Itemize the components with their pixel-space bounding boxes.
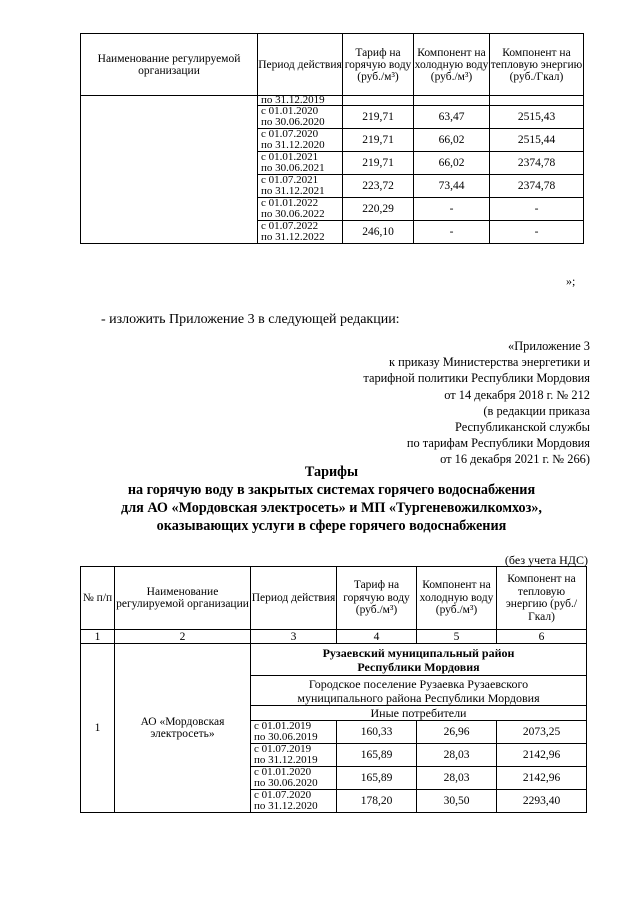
tariff-cell bbox=[337, 721, 417, 744]
cold-cell-text: - bbox=[449, 226, 454, 238]
cold-cell-text: 63,47 bbox=[438, 111, 465, 123]
cold-cell bbox=[417, 767, 497, 790]
column-number: 6 bbox=[497, 630, 587, 644]
tariff-cell-text: 246,10 bbox=[362, 226, 394, 238]
top-tariff-table bbox=[80, 33, 584, 244]
period-cell-text: по 31.12.2019 bbox=[254, 754, 318, 766]
settlement-line: муниципального района Республики Мордовия bbox=[297, 690, 540, 705]
thermal-cell-text: 2142,96 bbox=[522, 772, 561, 784]
cold-cell-text: - bbox=[449, 203, 454, 215]
period-cell bbox=[251, 790, 337, 813]
header-period: Период действия bbox=[251, 567, 337, 630]
thermal-cell bbox=[497, 790, 587, 813]
cold-cell-text: 66,02 bbox=[438, 157, 465, 169]
header-num: № п/п bbox=[81, 567, 115, 630]
annex-line: от 14 декабря 2018 г. № 212 bbox=[444, 387, 590, 402]
main-tariff-table bbox=[80, 566, 587, 813]
annex-line: (в редакции приказа bbox=[483, 403, 590, 418]
district-line: Рузаевский муниципальный район bbox=[322, 645, 515, 660]
instruction-text: - изложить Приложение 3 в следующей редакции: bbox=[101, 312, 400, 327]
tariff-cell-text: 219,71 bbox=[362, 111, 394, 123]
title-line: на горячую воду в закрытых системах горячего водоснабжения bbox=[127, 482, 536, 498]
period-cell-text: по 31.12.2020 bbox=[254, 800, 318, 812]
thermal-cell bbox=[497, 744, 587, 767]
thermal-cell-text: 2515,43 bbox=[517, 111, 556, 123]
thermal-cell-text: 2374,78 bbox=[517, 180, 556, 192]
header-tariff: Тариф на горячую воду (руб./м³) bbox=[343, 34, 414, 96]
thermal-cell bbox=[490, 175, 584, 198]
annex-line: тарифной политики Республики Мордовия bbox=[363, 371, 590, 386]
header-thermal: Компонент на тепловую энергию (руб./Гкал) bbox=[497, 567, 587, 630]
main-table-header-row bbox=[81, 567, 587, 630]
tariff-cell-text: 160,33 bbox=[360, 726, 393, 738]
thermal-cell bbox=[497, 721, 587, 744]
tariff-cell bbox=[343, 129, 414, 152]
document-title bbox=[80, 463, 583, 535]
tariff-cell bbox=[343, 221, 414, 244]
period-cell bbox=[251, 744, 337, 767]
top-table-header-row bbox=[81, 34, 584, 96]
period-cell bbox=[251, 767, 337, 790]
cold-cell bbox=[417, 721, 497, 744]
tariff-cell-text: 178,20 bbox=[360, 795, 393, 807]
table-row bbox=[81, 96, 584, 106]
thermal-cell bbox=[490, 96, 584, 106]
title-line: для АО «Мордовская электросеть» и МП «Тургеневожилкомхоз», bbox=[121, 500, 542, 516]
annex-line: от 16 декабря 2021 г. № 266) bbox=[440, 452, 590, 467]
vat-note: (без учета НДС) bbox=[504, 553, 588, 567]
title-line: Тарифы bbox=[304, 464, 359, 480]
thermal-cell bbox=[490, 152, 584, 175]
column-number: 4 bbox=[337, 630, 417, 644]
tariff-cell bbox=[343, 198, 414, 221]
period-cell-text: с 01.07.2019 bbox=[254, 743, 312, 755]
period-cell bbox=[258, 221, 343, 244]
thermal-cell bbox=[490, 106, 584, 129]
period-cell-text: с 01.01.2020 bbox=[254, 766, 312, 778]
period-cell-text: по 31.12.2020 bbox=[261, 139, 325, 151]
annex-line: «Приложение 3 bbox=[508, 339, 590, 353]
tariff-cell-text: 219,71 bbox=[362, 134, 394, 146]
tariff-cell bbox=[337, 744, 417, 767]
header-period: Период действия bbox=[258, 34, 343, 96]
tariff-cell bbox=[343, 175, 414, 198]
header-cold: Компонент на холодную воду (руб./м³) bbox=[414, 34, 490, 96]
cold-cell bbox=[417, 744, 497, 767]
tariff-cell bbox=[343, 106, 414, 129]
tariff-cell-text: 165,89 bbox=[360, 772, 393, 784]
settlement-name bbox=[251, 676, 587, 706]
thermal-cell bbox=[490, 221, 584, 244]
column-number-row bbox=[81, 630, 587, 644]
column-number: 2 bbox=[115, 630, 251, 644]
period-cell bbox=[258, 106, 343, 129]
consumer-group: Иные потребители bbox=[251, 706, 587, 721]
header-org: Наименование регулируемой организации bbox=[115, 567, 251, 630]
row-number: 1 bbox=[81, 644, 115, 813]
column-number: 3 bbox=[251, 630, 337, 644]
thermal-cell-text: 2142,96 bbox=[522, 749, 561, 761]
tariff-cell-text: 219,71 bbox=[362, 157, 394, 169]
header-org: Наименование регулируемой организации bbox=[81, 34, 258, 96]
period-cell: по 31.12.2019 bbox=[258, 96, 343, 106]
period-cell bbox=[251, 721, 337, 744]
cold-cell-text: 30,50 bbox=[443, 795, 470, 807]
cold-cell-text: 73,44 bbox=[438, 180, 465, 192]
period-cell-text: с 01.01.2021 bbox=[261, 151, 319, 163]
period-cell bbox=[258, 152, 343, 175]
district-line: Республики Мордовия bbox=[357, 659, 480, 674]
title-line: оказывающих услуги в сфере горячего водоснабжения bbox=[156, 518, 507, 534]
thermal-cell-text: 2374,78 bbox=[517, 157, 556, 169]
thermal-cell-text: 2073,25 bbox=[522, 726, 561, 738]
period-cell-text: по 30.06.2020 bbox=[261, 116, 325, 128]
organization-name: АО «Мордовская электросеть» bbox=[115, 644, 251, 813]
header-cold: Компонент на холодную воду (руб./м³) bbox=[417, 567, 497, 630]
header-thermal: Компонент на тепловую энергию (руб./Гкал) bbox=[490, 34, 584, 96]
period-cell-text: по 30.06.2022 bbox=[261, 208, 325, 220]
thermal-cell bbox=[490, 198, 584, 221]
annex-line: к приказу Министерства энергетики и bbox=[388, 355, 590, 370]
header-tariff: Тариф на горячую воду (руб./м³) bbox=[337, 567, 417, 630]
thermal-cell-text: - bbox=[534, 203, 539, 215]
period-cell-text: по 30.06.2020 bbox=[254, 777, 318, 789]
tariff-cell-text: 220,29 bbox=[362, 203, 394, 215]
closing-quote: »; bbox=[566, 274, 576, 288]
org-cell-empty bbox=[81, 96, 258, 244]
period-cell bbox=[258, 175, 343, 198]
tariff-cell-text: 165,89 bbox=[360, 749, 393, 761]
period-cell bbox=[258, 198, 343, 221]
period-cell-text: с 01.07.2020 bbox=[261, 128, 319, 140]
period-cell-text: с 01.07.2022 bbox=[261, 220, 319, 232]
period-cell-text: по 31.12.2021 bbox=[261, 185, 325, 197]
thermal-cell-text: - bbox=[534, 226, 539, 238]
thermal-cell bbox=[490, 129, 584, 152]
tariff-cell bbox=[343, 96, 414, 106]
cold-cell bbox=[414, 198, 490, 221]
period-cell-text: с 01.07.2021 bbox=[261, 174, 319, 186]
cold-cell bbox=[417, 790, 497, 813]
column-number: 5 bbox=[417, 630, 497, 644]
cold-cell bbox=[414, 96, 490, 106]
annex-line: по тарифам Республики Мордовия bbox=[406, 436, 590, 451]
tariff-cell bbox=[337, 790, 417, 813]
annex-line: Республиканской службы bbox=[454, 420, 590, 435]
period-cell bbox=[258, 129, 343, 152]
cold-cell-text: 28,03 bbox=[443, 772, 470, 784]
period-cell-text: с 01.01.2020 bbox=[261, 105, 319, 117]
tariff-cell-text: 223,72 bbox=[362, 180, 394, 192]
column-number: 1 bbox=[81, 630, 115, 644]
period-cell-text: по 30.06.2019 bbox=[254, 731, 318, 743]
cold-cell bbox=[414, 152, 490, 175]
district-name bbox=[251, 644, 587, 676]
period-cell-text: с 01.07.2020 bbox=[254, 789, 312, 801]
cold-cell bbox=[414, 175, 490, 198]
thermal-cell bbox=[497, 767, 587, 790]
district-row bbox=[81, 644, 587, 676]
settlement-line: Городское поселение Рузаевка Рузаевского bbox=[308, 676, 529, 691]
thermal-cell-text: 2293,40 bbox=[522, 795, 561, 807]
period-cell-text: с 01.01.2022 bbox=[261, 197, 319, 209]
cold-cell bbox=[414, 106, 490, 129]
thermal-cell-text: 2515,44 bbox=[517, 134, 556, 146]
cold-cell-text: 66,02 bbox=[438, 134, 465, 146]
cold-cell bbox=[414, 221, 490, 244]
tariff-cell bbox=[343, 152, 414, 175]
period-cell-text: по 31.12.2022 bbox=[261, 231, 325, 243]
period-cell-text: с 01.01.2019 bbox=[254, 720, 312, 732]
annex-header bbox=[363, 338, 590, 468]
cold-cell-text: 28,03 bbox=[443, 749, 470, 761]
period-cell-text: по 30.06.2021 bbox=[261, 162, 325, 174]
tariff-cell bbox=[337, 767, 417, 790]
cold-cell bbox=[414, 129, 490, 152]
cold-cell-text: 26,96 bbox=[443, 726, 470, 738]
